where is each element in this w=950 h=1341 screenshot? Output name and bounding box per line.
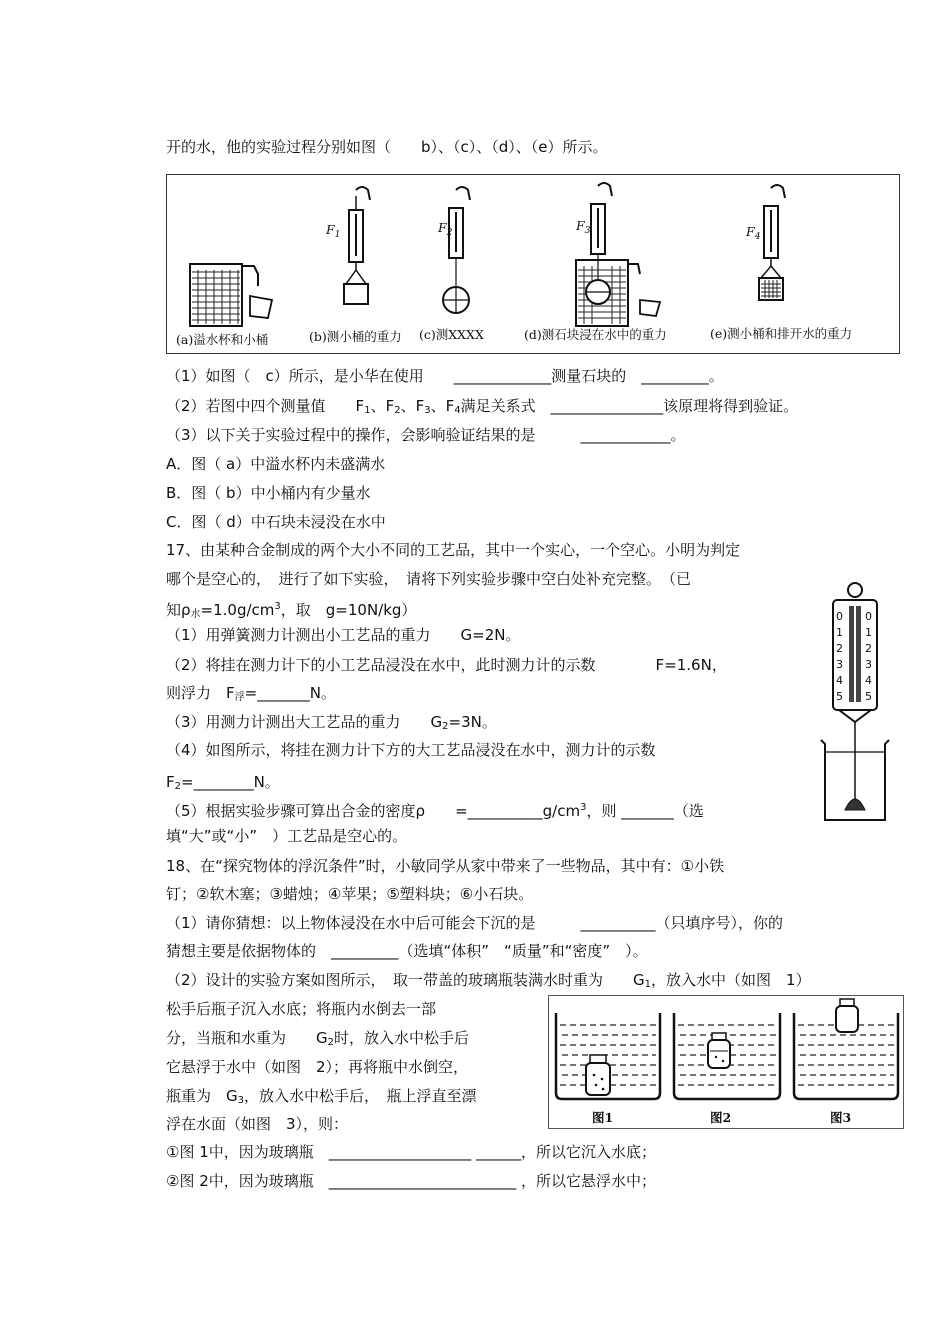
caption-c: (c)测XXXX [419, 327, 484, 342]
q18-part1-cont: 猜想主要是依据物体的 _________（选填“体积” “质量”和“密度” ）。 [166, 942, 648, 960]
q17-step1: （1）用弹簧测力计测出小工艺品的重力 G=2N。 [166, 626, 521, 644]
q18-part2: （2）设计的实验方案如图所示， 取一带盖的玻璃瓶装满水时重为 $G_1$，放入水中（如图 1） [166, 971, 811, 990]
q16-option-b: B．图（ b）中小桶内有少量水 [166, 484, 371, 502]
svg-text:0: 0 [836, 610, 843, 623]
q17-step5-cont: 填“大”或“小” ）工艺品是空心的。 [166, 827, 408, 845]
spring-scale-icon [833, 583, 877, 736]
caption-d: (d)测石块浸在水中的重力 [524, 327, 667, 342]
q17-step3: （3）用测力计测出大工艺品的重力 $G_2=3N$。 [166, 713, 497, 732]
svg-text:0: 0 [865, 610, 872, 623]
q17-step4-reading: $F_2=\_\_\_\_\_\_\_\_N$。 [166, 773, 280, 792]
q17-line3: 知$\rho_水=1.0g/cm^3$，取 g=10N/kg） [166, 601, 417, 620]
q18-line2: 钉；②软木塞；③蜡烛；④苹果；⑤塑料块；⑥小石块。 [166, 885, 534, 903]
svg-text:5: 5 [865, 690, 872, 703]
tank-1-icon [556, 1013, 660, 1099]
q17-step2-buoyancy: 则浮力 $F_浮=\_\_\_\_\_\_\_N$。 [166, 684, 336, 703]
q17-line1: 17、由某种合金制成的两个大小不同的工艺品，其中一个实心，一个空心。小明为判定 [166, 541, 741, 559]
q16-part3: （3）以下关于实验过程中的操作，会影响验证结果的是 ____________。 [166, 426, 686, 444]
q17-step5: （5）根据实验步骤可算出合金的密度ρ $=\_\_\_\_\_\_\_\_\_\_g/cm^3$，则 _______（选 [166, 802, 704, 820]
fig-caption-1: 图1 [592, 1110, 614, 1125]
q17-step4: （4）如图所示，将挂在测力计下方的大工艺品浸没在水中，测力计的示数 [166, 741, 656, 759]
q18-answer1: ①图 1中，因为玻璃瓶 ___________________ ______，所以它沉入水底； [166, 1143, 657, 1161]
force-label-4: $F_4$ [746, 224, 761, 242]
svg-text:5: 5 [836, 690, 843, 703]
q18-part1: （1）请你猜想：以上物体浸没在水中后可能会下沉的是 __________（只填序号），你的 [166, 914, 784, 932]
q18-line6: 松手后瓶子沉入水底；将瓶内水倒去一部 [166, 1000, 437, 1018]
force-label-2: $F_2$ [438, 220, 453, 238]
intro-text: 开的水，他的实验过程分别如图（ b）、（c）、（d）、（e）所示。 [166, 138, 608, 156]
svg-text:3: 3 [836, 658, 843, 671]
q18-answer2: ②图 2中，因为玻璃瓶 _________________________ ，所以它悬浮水中； [166, 1172, 657, 1190]
q18-line10: 浮在水面（如图 3），则： [166, 1115, 349, 1133]
beaker-icon [821, 736, 889, 820]
tank-2-icon [674, 1013, 780, 1099]
svg-text:4: 4 [836, 674, 843, 687]
svg-text:2: 2 [836, 642, 843, 655]
spring-scale-beaker-figure [815, 576, 905, 828]
svg-text:4: 4 [865, 674, 872, 687]
q16-option-c: C．图（ d）中石块未浸没在水中 [166, 513, 386, 531]
caption-e: (e)测小桶和排开水的重力 [710, 326, 853, 341]
force-label-1: $F_1$ [326, 222, 341, 240]
fig-caption-3: 图3 [830, 1110, 852, 1125]
spring-scale-c-icon [443, 187, 470, 313]
tank-3-icon [794, 999, 898, 1099]
caption-b: (b)测小桶的重力 [309, 329, 402, 344]
svg-text:3: 3 [865, 658, 872, 671]
q18-line7: 分，当瓶和水重为 $G_2$时，放入水中松手后 [166, 1029, 470, 1048]
q16-option-a: A．图（ a）中溢水杯内未盛满水 [166, 455, 386, 473]
q16-part2: （2）若图中四个测量值 $F_1$、$F_2$、$F_3$、$F_4$满足关系式 _______________该原理将得到验证。 [166, 397, 799, 416]
q18-line8: 它悬浮于水中（如图 2）；再将瓶中水倒空， [166, 1058, 469, 1076]
floating-bottle-figure [548, 995, 904, 1129]
overflow-cup-icon [190, 264, 272, 326]
archimedes-figure [166, 174, 900, 354]
spring-scale-b-icon [344, 187, 370, 304]
caption-a: (a)溢水杯和小桶 [176, 332, 269, 347]
q18-line9: 瓶重为 $G_3$，放入水中松手后， 瓶上浮直至漂 [166, 1087, 477, 1106]
svg-text:1: 1 [836, 626, 843, 639]
fig-caption-2: 图2 [710, 1110, 732, 1125]
q18-line1: 18、在“探究物体的浮沉条件”时，小敏同学从家中带来了一些物品，其中有：①小铁 [166, 857, 725, 875]
q17-step2: （2）将挂在测力计下的小工艺品浸没在水中，此时测力计的示数 F=1.6N， [166, 656, 727, 674]
spring-scale-d-icon [576, 183, 660, 326]
svg-text:2: 2 [865, 642, 872, 655]
q16-part1: （1）如图（ c）所示，是小华在使用 _____________测量石块的 _________。 [166, 367, 724, 385]
force-label-3: $F_3$ [576, 218, 591, 236]
q17-line2: 哪个是空心的， 进行了如下实验， 请将下列实验步骤中空白处补充完整。 （已 [166, 570, 692, 588]
svg-text:1: 1 [865, 626, 872, 639]
spring-scale-e-icon [759, 185, 785, 300]
